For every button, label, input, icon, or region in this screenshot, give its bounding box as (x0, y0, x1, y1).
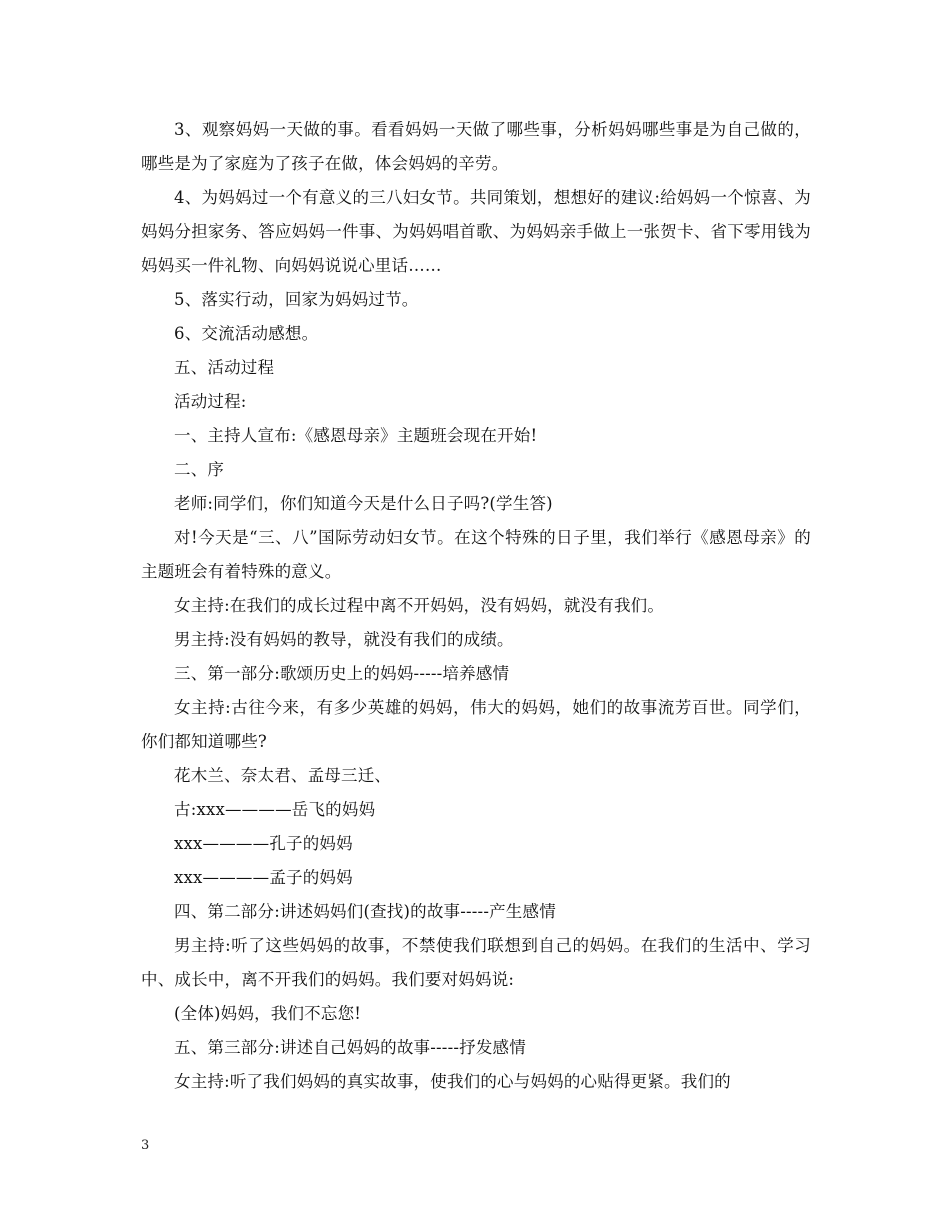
paragraph-3: 5、落实行动，回家为妈妈过节。 (174, 290, 419, 309)
paragraph-23: 女主持:听了我们妈妈的真实故事，使我们的心与妈妈的心贴得更紧。我们的 (174, 1072, 731, 1091)
paragraph-12: 男主持:没有妈妈的教导，就没有我们的成绩。 (174, 630, 514, 649)
paragraph-11: 女主持:在我们的成长过程中离不开妈妈，没有妈妈，就没有我们。 (174, 596, 665, 615)
paragraph-9: 老师:同学们，你们知道今天是什么日子吗?(学生答) (174, 494, 553, 513)
paragraph-18: xxx————孟子的妈妈 (174, 868, 353, 887)
paragraph-10: 对!今天是“三、八”国际劳动妇女节。在这个特殊的日子里，我们举行《感恩母亲》的主题班会有着特殊的意义。 (141, 528, 811, 581)
paragraph-15: 花木兰、奈太君、孟母三迁、 (174, 766, 392, 785)
page-number: 3 (141, 1138, 150, 1153)
paragraph-14: 女主持:古往今来，有多少英雄的妈妈，伟大的妈妈，她们的故事流芳百世。同学们，你们都知道哪些? (141, 698, 811, 751)
paragraph-7: 一、主持人宣布:《感恩母亲》主题班会现在开始! (174, 426, 538, 445)
paragraph-21: (全体)妈妈，我们不忘您! (174, 1004, 362, 1023)
paragraph-6: 活动过程: (174, 392, 247, 411)
document-body (141, 113, 811, 1099)
paragraph-17: xxx————孔子的妈妈 (174, 834, 353, 853)
paragraph-20: 男主持:听了这些妈妈的故事，不禁使我们联想到自己的妈妈。在我们的生活中、学习中、成长中，离不开我们的妈妈。我们要对妈妈说: (141, 936, 811, 989)
paragraph-22: 五、第三部分:讲述自己妈妈的故事-----抒发感情 (174, 1038, 526, 1057)
paragraph-4: 6、交流活动感想。 (174, 324, 319, 343)
paragraph-8: 二、序 (174, 460, 225, 479)
paragraph-2: 4、为妈妈过一个有意义的三八妇女节。共同策划，想想好的建议:给妈妈一个惊喜、为妈妈分担家务、答应妈妈一件事、为妈妈唱首歌、为妈妈亲手做上一张贺卡、省下零用钱为妈妈买一件礼物、向妈妈说说心里话…… (141, 188, 811, 275)
paragraph-19: 四、第二部分:讲述妈妈们(查找)的故事-----产生感情 (174, 902, 556, 921)
paragraph-16: 古:xxx————岳飞的妈妈 (174, 800, 376, 819)
paragraph-1: 3、观察妈妈一天做的事。看看妈妈一天做了哪些事，分析妈妈哪些事是为自己做的，哪些是为了家庭为了孩子在做，体会妈妈的辛劳。 (141, 120, 811, 173)
section-heading-activity-process: 五、活动过程 (174, 358, 275, 377)
paragraph-13: 三、第一部分:歌颂历史上的妈妈-----培养感情 (174, 664, 510, 683)
